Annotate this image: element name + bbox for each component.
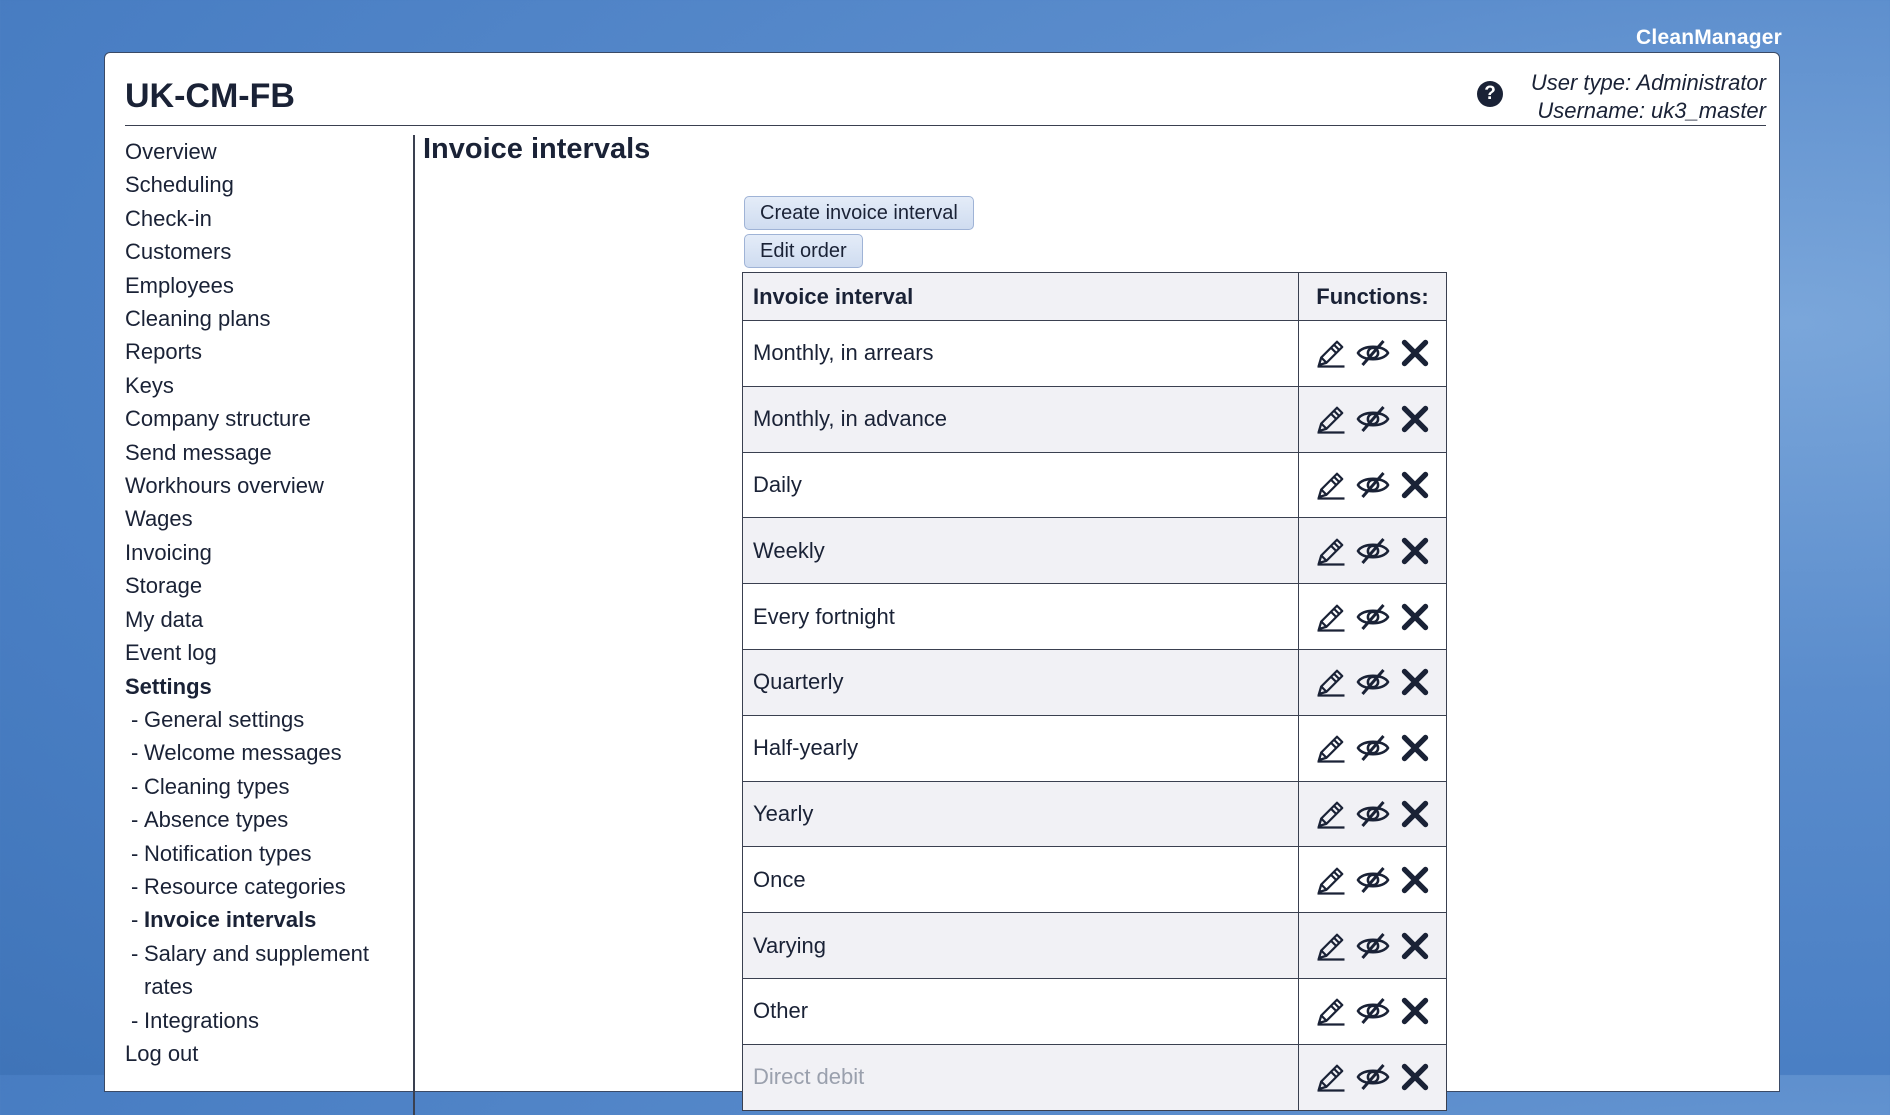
close-icon[interactable]	[1394, 800, 1436, 825]
dash-marker: -	[131, 940, 139, 966]
sidebar-subitem-label: Notification types	[144, 840, 312, 866]
table-row	[743, 518, 1447, 584]
username: Username: uk3_master	[1537, 98, 1766, 123]
table-row	[743, 452, 1447, 518]
dash-marker: -	[131, 740, 139, 766]
dash-marker: -	[131, 907, 139, 933]
question-circle-icon[interactable]: ?	[1477, 81, 1503, 107]
eye-slash-icon[interactable]	[1352, 537, 1394, 562]
sidebar-item-log-out[interactable]: Log out	[125, 1040, 199, 1066]
dash-marker: -	[131, 706, 139, 732]
sidebar-item-employees[interactable]: Employees	[125, 272, 234, 298]
close-icon[interactable]	[1394, 405, 1436, 430]
table-row	[743, 1044, 1447, 1110]
close-icon[interactable]	[1394, 339, 1436, 364]
pencil-icon[interactable]	[1310, 339, 1352, 364]
sidebar-subitem-invoice-intervals[interactable]	[125, 903, 415, 936]
pencil-icon[interactable]	[1310, 1063, 1352, 1088]
sidebar-subitem-general-settings[interactable]	[125, 703, 415, 736]
sidebar-subitem-resource-categories[interactable]	[125, 870, 415, 903]
close-icon[interactable]	[1394, 1063, 1436, 1088]
pencil-icon[interactable]	[1310, 471, 1352, 496]
row-functions	[1299, 1044, 1447, 1110]
sidebar-item-my-data[interactable]: My data	[125, 606, 204, 632]
row-functions	[1299, 584, 1447, 650]
pencil-icon[interactable]	[1310, 800, 1352, 825]
sidebar-item-check-in[interactable]: Check-in	[125, 205, 212, 231]
sidebar-nav	[125, 135, 415, 1070]
table-row	[743, 781, 1447, 847]
column-header-invoice-interval: Invoice interval	[743, 273, 1299, 321]
eye-slash-icon[interactable]	[1352, 997, 1394, 1022]
row-functions	[1299, 978, 1447, 1044]
eye-slash-icon[interactable]	[1352, 405, 1394, 430]
pencil-icon[interactable]	[1310, 997, 1352, 1022]
close-icon[interactable]	[1394, 471, 1436, 496]
invoice-interval-name: Other	[743, 978, 1299, 1044]
eye-slash-icon[interactable]	[1352, 931, 1394, 956]
main-card	[104, 52, 1780, 1092]
dash-marker: -	[131, 807, 139, 833]
sidebar-item-company-structure[interactable]: Company structure	[125, 406, 311, 432]
column-header-functions: Functions:	[1299, 273, 1447, 321]
eye-slash-icon[interactable]	[1352, 800, 1394, 825]
page-title: Invoice intervals	[423, 133, 651, 165]
pencil-icon[interactable]	[1310, 734, 1352, 759]
close-icon[interactable]	[1394, 931, 1436, 956]
row-functions	[1299, 715, 1447, 781]
sidebar-subitem-notification-types[interactable]	[125, 837, 415, 870]
sidebar-subitem-integrations[interactable]	[125, 1004, 415, 1037]
eye-slash-icon[interactable]	[1352, 1063, 1394, 1088]
eye-slash-icon[interactable]	[1352, 734, 1394, 759]
pencil-icon[interactable]	[1310, 668, 1352, 693]
sidebar-item-workhours-overview[interactable]: Workhours overview	[125, 473, 324, 499]
edit-order-button[interactable]: Edit order	[744, 234, 863, 268]
row-functions	[1299, 386, 1447, 452]
sidebar-subitem-label: Salary and supplement rates	[144, 940, 370, 1000]
pencil-icon[interactable]	[1310, 405, 1352, 430]
invoice-interval-name: Monthly, in advance	[743, 386, 1299, 452]
row-functions	[1299, 649, 1447, 715]
site-title: UK-CM-FB	[125, 77, 295, 115]
eye-slash-icon[interactable]	[1352, 668, 1394, 693]
close-icon[interactable]	[1394, 537, 1436, 562]
sidebar-divider	[413, 135, 415, 1115]
sidebar-subitem-label: Integrations	[144, 1007, 259, 1033]
close-icon[interactable]	[1394, 734, 1436, 759]
row-functions	[1299, 781, 1447, 847]
sidebar-item-customers[interactable]: Customers	[125, 239, 232, 265]
invoice-interval-name: Once	[743, 847, 1299, 913]
eye-slash-icon[interactable]	[1352, 602, 1394, 627]
table-row	[743, 978, 1447, 1044]
table-row	[743, 913, 1447, 979]
table-row	[743, 321, 1447, 387]
row-functions	[1299, 321, 1447, 387]
sidebar-item-overview[interactable]: Overview	[125, 139, 217, 164]
sidebar-item-keys[interactable]: Keys	[125, 372, 174, 398]
table-row	[743, 584, 1447, 650]
table-header-row	[743, 273, 1447, 321]
invoice-interval-name: Every fortnight	[743, 584, 1299, 650]
sidebar-subitem-salary-rates[interactable]	[125, 937, 415, 1004]
row-functions	[1299, 452, 1447, 518]
invoice-interval-name: Yearly	[743, 781, 1299, 847]
invoice-interval-name: Half-yearly	[743, 715, 1299, 781]
sidebar-item-reports[interactable]: Reports	[125, 339, 203, 365]
sidebar-subitem-label: Invoice intervals	[144, 907, 317, 933]
invoice-interval-name: Varying	[743, 913, 1299, 979]
row-functions	[1299, 913, 1447, 979]
sidebar-item-storage[interactable]: Storage	[125, 573, 203, 599]
eye-slash-icon[interactable]	[1352, 471, 1394, 496]
sidebar-item-invoicing[interactable]: Invoicing	[125, 539, 212, 565]
invoice-interval-name: Quarterly	[743, 649, 1299, 715]
dash-marker: -	[131, 1007, 139, 1033]
sidebar-subitem-label: Cleaning types	[144, 773, 290, 799]
close-icon[interactable]	[1394, 668, 1436, 693]
sidebar-item-scheduling[interactable]: Scheduling	[125, 172, 234, 198]
sidebar-subitem-cleaning-types[interactable]	[125, 770, 415, 803]
row-functions	[1299, 847, 1447, 913]
sidebar-subitem-welcome-messages[interactable]	[125, 736, 415, 769]
dash-marker: -	[131, 840, 139, 866]
dash-marker: -	[131, 873, 139, 899]
brand-logo-text: CleanManager	[1636, 26, 1782, 49]
create-invoice-interval-button[interactable]: Create invoice interval	[744, 196, 974, 230]
invoice-intervals-table	[742, 272, 1447, 1111]
eye-slash-icon[interactable]	[1352, 339, 1394, 364]
table-body	[743, 321, 1447, 1111]
pencil-icon[interactable]	[1310, 931, 1352, 956]
sidebar-item-cleaning-plans[interactable]: Cleaning plans	[125, 306, 271, 332]
sidebar-subitem-label: Resource categories	[144, 873, 346, 899]
table-row	[743, 847, 1447, 913]
row-functions	[1299, 518, 1447, 584]
invoice-interval-name: Direct debit	[743, 1044, 1299, 1110]
sidebar-subitem-label: General settings	[144, 706, 305, 732]
user-type: User type: Administrator	[1530, 70, 1766, 95]
close-icon[interactable]	[1394, 866, 1436, 891]
invoice-interval-name: Daily	[743, 452, 1299, 518]
invoice-interval-name: Weekly	[743, 518, 1299, 584]
sidebar-subitem-label: Absence types	[144, 807, 289, 833]
table-row	[743, 715, 1447, 781]
close-icon[interactable]	[1394, 997, 1436, 1022]
user-info	[1531, 69, 1766, 125]
invoice-interval-name: Monthly, in arrears	[743, 321, 1299, 387]
dash-marker: -	[131, 773, 139, 799]
pencil-icon[interactable]	[1310, 866, 1352, 891]
sidebar-item-event-log[interactable]: Event log	[125, 640, 217, 666]
eye-slash-icon[interactable]	[1352, 866, 1394, 891]
sidebar-subitem-label: Welcome messages	[144, 740, 342, 766]
sidebar-item-send-message[interactable]: Send message	[125, 439, 272, 465]
table-row	[743, 386, 1447, 452]
table-row	[743, 649, 1447, 715]
close-icon[interactable]	[1394, 602, 1436, 627]
sidebar-item-settings[interactable]: Settings	[125, 673, 212, 699]
pencil-icon[interactable]	[1310, 537, 1352, 562]
pencil-icon[interactable]	[1310, 602, 1352, 627]
page-header	[125, 53, 1766, 126]
sidebar-item-wages[interactable]: Wages	[125, 506, 193, 532]
sidebar-subitem-absence-types[interactable]	[125, 803, 415, 836]
